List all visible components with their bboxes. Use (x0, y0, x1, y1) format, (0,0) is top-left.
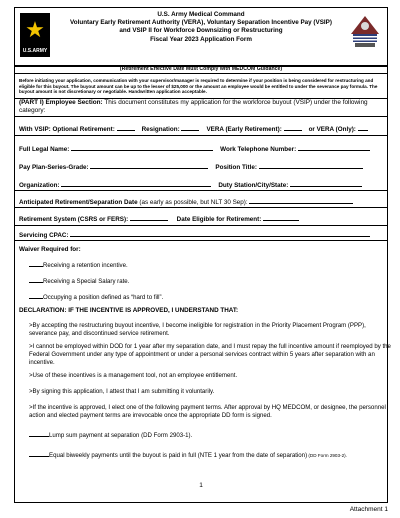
divider (15, 73, 387, 74)
vera-only-label: or VERA (Only): (308, 126, 356, 133)
organization-label: Organization: (19, 182, 60, 189)
vera-early-label: VERA (Early Retirement): (206, 126, 282, 133)
name-phone-row (19, 144, 383, 154)
divider (15, 190, 387, 191)
resignation-label: Resignation: (141, 126, 180, 133)
intro-paragraph: Before initiating your application, communication with your supervisor/manager is required to determine if your position is being considered for restructuring and eligible for this buyout. The buyout amount can be up to the lesser of $25,000 or the amount an employee would be entitled to under the severance pay formula. The buyout amount is not discretionary or negotiable. Handwritten application acceptable. (19, 78, 378, 95)
duty-station-field[interactable] (290, 180, 362, 187)
retirement-system-row (19, 214, 383, 224)
org-duty-row (19, 180, 383, 190)
payment-option (19, 450, 393, 460)
waiver-item-text: Receiving a Special Salary rate. (43, 278, 130, 285)
separation-date-row (19, 197, 383, 207)
divider (15, 135, 387, 136)
title-line-3: and VSIP II for Workforce Downsizing or Restructuring (119, 27, 283, 35)
payment-option-form-note: (DD Form 2903-2). (307, 453, 347, 458)
optional-retirement-field[interactable] (117, 124, 135, 131)
vera-early-field[interactable] (284, 124, 302, 131)
waiver-item (19, 260, 393, 270)
resignation-field[interactable] (181, 124, 199, 131)
payment-option-line[interactable] (29, 450, 49, 457)
payment-option-text: Equal biweekly payments until the buyout is paid in full (NTE 1 year from the date of separation) (49, 452, 308, 459)
medcom-eagle-icon (349, 14, 381, 50)
retirement-system-field[interactable] (130, 214, 168, 221)
waiver-item-text: Receiving a retention incentive. (43, 262, 128, 269)
form-header (15, 8, 387, 66)
work-phone-label: Work Telephone Number: (220, 146, 297, 153)
attachment-label: Attachment 1 (349, 506, 388, 513)
full-name-label: Full Legal Name: (19, 146, 70, 153)
vsip-optional-label: With VSIP: Optional Retirement: (19, 126, 115, 133)
part1-section (19, 99, 383, 115)
vera-only-field[interactable] (358, 124, 368, 131)
date-eligible-field[interactable] (263, 214, 299, 221)
servicing-cpac-label: Servicing CPAC: (19, 232, 69, 239)
declaration-paragraph: >I cannot be employed within DOD for 1 year after my separation date, and I must repay the full incentive amount if reemployed by the Federal Government under any type of appointment or under a personal services contract within 5 years after separation with an incentive. (29, 343, 391, 366)
army-logo-text: U.S.ARMY (22, 48, 48, 54)
waiver-item (19, 276, 393, 286)
waiver-heading: Waiver Required for: (19, 246, 81, 253)
waiver-item (19, 292, 393, 302)
position-title-field[interactable] (259, 162, 363, 169)
separation-date-field[interactable] (249, 197, 353, 204)
pay-plan-field[interactable] (90, 162, 208, 169)
payment-option-line[interactable] (29, 430, 49, 437)
organization-field[interactable] (61, 180, 211, 187)
title-line-1: U.S. Army Medical Command (157, 11, 245, 18)
declaration-paragraph: >By signing this application, I attest that I am submitting it voluntarily. (29, 388, 215, 395)
form-page (14, 7, 391, 503)
waiver-checkbox-line[interactable] (29, 276, 43, 283)
servicing-cpac-field[interactable] (70, 230, 370, 237)
army-star-icon: ★ (25, 17, 45, 42)
separation-date-hint: (as early as possible, but NLT 30 Sep): (137, 199, 248, 206)
duty-station-label: Duty Station/City/State: (218, 182, 289, 189)
position-title-label: Position Title: (215, 164, 257, 171)
date-eligible-label: Date Eligible for Retirement: (176, 216, 262, 223)
pay-position-row (19, 162, 383, 172)
effective-date-note: (Retirement Effective Date Must Comply with MEDCOM Guidance) (119, 66, 283, 72)
payment-option (19, 430, 393, 440)
army-logo (20, 13, 50, 57)
separation-date-label: Anticipated Retirement/Separation Date (19, 199, 138, 206)
waiver-checkbox-line[interactable] (29, 292, 43, 299)
category-row (19, 124, 383, 134)
divider (15, 240, 387, 241)
divider (15, 207, 387, 208)
pay-plan-label: Pay Plan-Series-Grade: (19, 164, 89, 171)
waiver-item-text: Occupying a position defined as “hard to fill”. (43, 294, 164, 301)
work-phone-field[interactable] (298, 144, 370, 151)
divider (15, 225, 387, 226)
part1-label: (PART I) Employee Section: (19, 99, 103, 106)
payment-option-text: Lump sum payment at separation (DD Form 2903-1). (49, 432, 193, 439)
part1-text: This document constitutes my application for the workforce buyout (VSIP) under the following category: (19, 99, 368, 114)
cpac-row (19, 230, 383, 240)
form-title (57, 11, 345, 44)
page-number: 1 (199, 482, 203, 489)
waiver-checkbox-line[interactable] (29, 260, 43, 267)
declaration-heading: DECLARATION: IF THE INCENTIVE IS APPROVED, I UNDERSTAND THAT: (19, 307, 239, 314)
retirement-system-label: Retirement System (CSRS or FERS): (19, 216, 129, 223)
full-name-field[interactable] (71, 144, 213, 151)
divider (15, 116, 387, 117)
declaration-paragraph: >If the incentive is approved, I elect one of the following payment terms. After approval by HQ MEDCOM, or designee, the personnel action and elected payment terms are irrevocable once the appropriate DD form is signed. (29, 404, 386, 419)
title-line-4: Fiscal Year 2023 Application Form (150, 35, 252, 43)
title-line-2: Voluntary Early Retirement Authority (VERA), Voluntary Separation Incentive Pay (VSIP) (70, 19, 332, 27)
declaration-paragraph: >Use of these incentives is a management tool, not an employee entitlement. (29, 372, 238, 379)
declaration-paragraph: >By accepting the restructuring buyout incentive, I become ineligible for registration in the Priority Placement Program (PPP), severance pay, and discontinued service retirement. (29, 322, 366, 337)
